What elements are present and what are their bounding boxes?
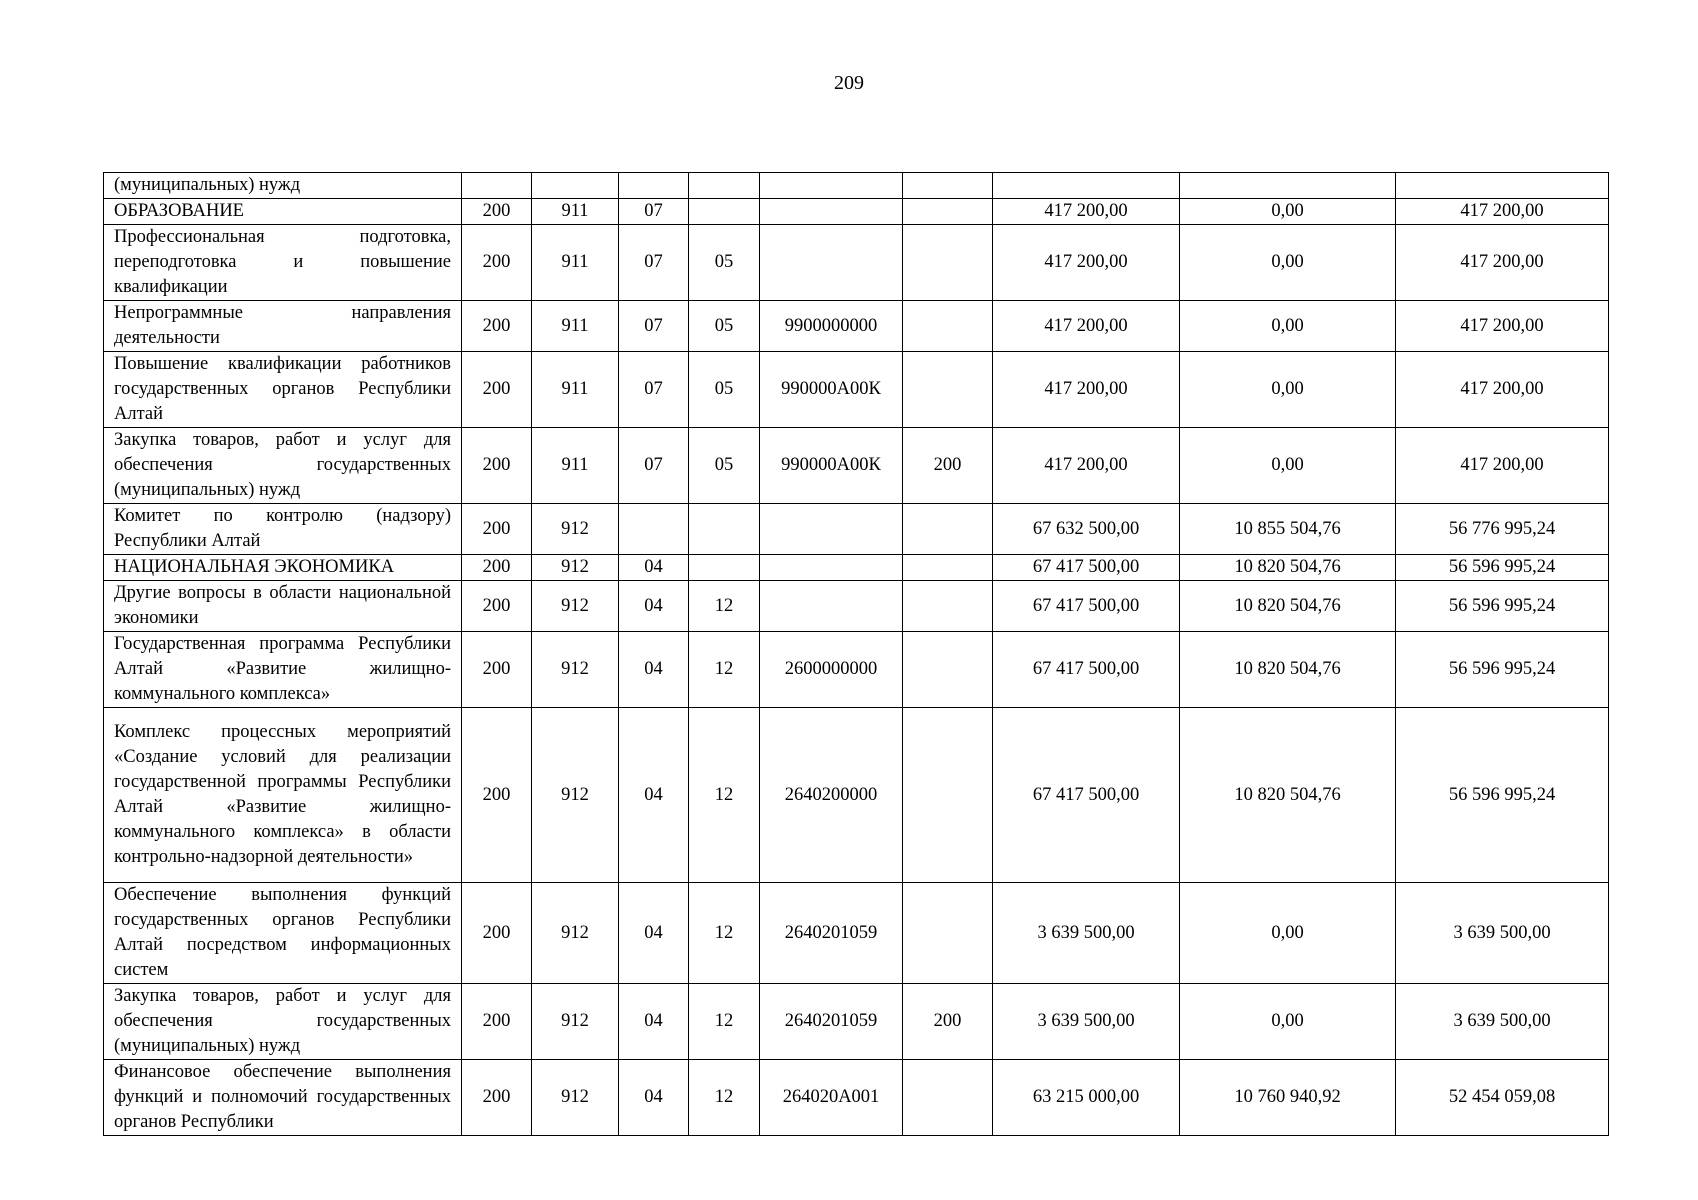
cell-v2: 10 760 940,92 bbox=[1180, 1060, 1396, 1136]
cell-v1: 67 417 500,00 bbox=[993, 555, 1180, 581]
cell-c6 bbox=[903, 555, 993, 581]
cell-c5: 990000А00К bbox=[760, 352, 903, 428]
cell-c4: 12 bbox=[689, 581, 760, 632]
cell-c1: 200 bbox=[462, 352, 532, 428]
cell-c5: 9900000000 bbox=[760, 301, 903, 352]
cell-c3: 07 bbox=[619, 301, 689, 352]
cell-c5: 2640201059 bbox=[760, 883, 903, 984]
table-row bbox=[104, 581, 1609, 632]
cell-c3: 07 bbox=[619, 199, 689, 225]
cell-c4: 12 bbox=[689, 984, 760, 1060]
cell-v1: 67 417 500,00 bbox=[993, 581, 1180, 632]
cell-c3: 04 bbox=[619, 555, 689, 581]
cell-c3 bbox=[619, 173, 689, 199]
table-row bbox=[104, 199, 1609, 225]
cell-v3 bbox=[1396, 173, 1609, 199]
cell-c6 bbox=[903, 708, 993, 883]
cell-v1: 417 200,00 bbox=[993, 225, 1180, 301]
cell-c5 bbox=[760, 555, 903, 581]
cell-c6 bbox=[903, 1060, 993, 1136]
cell-c5 bbox=[760, 225, 903, 301]
cell-c3: 04 bbox=[619, 632, 689, 708]
cell-c6 bbox=[903, 352, 993, 428]
cell-v1: 67 417 500,00 bbox=[993, 708, 1180, 883]
cell-v1: 67 417 500,00 bbox=[993, 632, 1180, 708]
cell-c4: 05 bbox=[689, 225, 760, 301]
cell-c2: 912 bbox=[532, 1060, 619, 1136]
cell-v2: 10 820 504,76 bbox=[1180, 581, 1396, 632]
cell-v2: 0,00 bbox=[1180, 301, 1396, 352]
row-name: Повышение квалификации работников государственных органов Республики Алтай bbox=[104, 352, 462, 428]
row-name: Обеспечение выполнения функций государственных органов Республики Алтай посредством информационных систем bbox=[104, 883, 462, 984]
cell-v2: 0,00 bbox=[1180, 883, 1396, 984]
cell-c1: 200 bbox=[462, 708, 532, 883]
cell-v2: 10 855 504,76 bbox=[1180, 504, 1396, 555]
cell-c5 bbox=[760, 581, 903, 632]
cell-v1: 63 215 000,00 bbox=[993, 1060, 1180, 1136]
cell-c4 bbox=[689, 173, 760, 199]
cell-v3: 417 200,00 bbox=[1396, 352, 1609, 428]
cell-c1 bbox=[462, 173, 532, 199]
cell-c6 bbox=[903, 199, 993, 225]
cell-c3: 04 bbox=[619, 883, 689, 984]
cell-v3: 417 200,00 bbox=[1396, 428, 1609, 504]
cell-c4: 12 bbox=[689, 883, 760, 984]
cell-v3: 56 596 995,24 bbox=[1396, 632, 1609, 708]
row-name: Непрограммные направления деятельности bbox=[104, 301, 462, 352]
cell-c3: 04 bbox=[619, 581, 689, 632]
cell-c5 bbox=[760, 199, 903, 225]
table-row bbox=[104, 225, 1609, 301]
cell-v2: 10 820 504,76 bbox=[1180, 632, 1396, 708]
cell-c5: 2640201059 bbox=[760, 984, 903, 1060]
cell-c6 bbox=[903, 225, 993, 301]
cell-c3: 04 bbox=[619, 984, 689, 1060]
cell-v2: 10 820 504,76 bbox=[1180, 708, 1396, 883]
cell-v2 bbox=[1180, 173, 1396, 199]
cell-c2: 912 bbox=[532, 708, 619, 883]
cell-c1: 200 bbox=[462, 883, 532, 984]
cell-c6 bbox=[903, 632, 993, 708]
cell-c4: 05 bbox=[689, 428, 760, 504]
budget-table bbox=[103, 172, 1609, 1136]
cell-c3: 04 bbox=[619, 1060, 689, 1136]
cell-v2: 0,00 bbox=[1180, 428, 1396, 504]
row-name: Комплекс процессных мероприятий «Создание условий для реализации государственной программы Республики Алтай «Развитие жилищно-коммунального комплекса» в области контрольно-надзорной деятельности» bbox=[104, 708, 462, 883]
table-body bbox=[104, 173, 1609, 1136]
cell-c6 bbox=[903, 301, 993, 352]
cell-c5: 990000А00К bbox=[760, 428, 903, 504]
cell-c2: 912 bbox=[532, 883, 619, 984]
cell-v2: 10 820 504,76 bbox=[1180, 555, 1396, 581]
cell-c1: 200 bbox=[462, 1060, 532, 1136]
cell-c1: 200 bbox=[462, 555, 532, 581]
cell-v3: 417 200,00 bbox=[1396, 199, 1609, 225]
cell-v1: 3 639 500,00 bbox=[993, 883, 1180, 984]
cell-v3: 52 454 059,08 bbox=[1396, 1060, 1609, 1136]
row-name: Закупка товаров, работ и услуг для обеспечения государственных (муниципальных) нужд bbox=[104, 984, 462, 1060]
cell-c2: 911 bbox=[532, 301, 619, 352]
cell-c2: 912 bbox=[532, 581, 619, 632]
cell-c2: 912 bbox=[532, 555, 619, 581]
cell-c2: 911 bbox=[532, 428, 619, 504]
cell-c3: 07 bbox=[619, 428, 689, 504]
cell-c4: 05 bbox=[689, 301, 760, 352]
cell-v2: 0,00 bbox=[1180, 199, 1396, 225]
cell-v1: 417 200,00 bbox=[993, 199, 1180, 225]
cell-c2: 912 bbox=[532, 632, 619, 708]
cell-c2: 911 bbox=[532, 225, 619, 301]
cell-c5: 2640200000 bbox=[760, 708, 903, 883]
cell-c6: 200 bbox=[903, 984, 993, 1060]
cell-c4 bbox=[689, 199, 760, 225]
cell-c1: 200 bbox=[462, 225, 532, 301]
cell-c2: 912 bbox=[532, 984, 619, 1060]
cell-c4: 05 bbox=[689, 352, 760, 428]
row-name: (муниципальных) нужд bbox=[104, 173, 462, 199]
cell-v3: 56 596 995,24 bbox=[1396, 581, 1609, 632]
cell-c6 bbox=[903, 173, 993, 199]
table-row bbox=[104, 428, 1609, 504]
table-row bbox=[104, 555, 1609, 581]
cell-c5 bbox=[760, 504, 903, 555]
cell-c2: 911 bbox=[532, 199, 619, 225]
cell-c5: 264020А001 bbox=[760, 1060, 903, 1136]
cell-c4 bbox=[689, 504, 760, 555]
cell-v1: 67 632 500,00 bbox=[993, 504, 1180, 555]
cell-v3: 417 200,00 bbox=[1396, 225, 1609, 301]
cell-c6 bbox=[903, 504, 993, 555]
row-name: Финансовое обеспечение выполнения функций и полномочий государственных органов Республики bbox=[104, 1060, 462, 1136]
cell-v3: 56 596 995,24 bbox=[1396, 555, 1609, 581]
cell-c1: 200 bbox=[462, 199, 532, 225]
cell-v1 bbox=[993, 173, 1180, 199]
cell-c6: 200 bbox=[903, 428, 993, 504]
cell-c4: 12 bbox=[689, 708, 760, 883]
cell-c2: 911 bbox=[532, 352, 619, 428]
cell-c1: 200 bbox=[462, 984, 532, 1060]
table-row bbox=[104, 1060, 1609, 1136]
cell-c5 bbox=[760, 173, 903, 199]
cell-c6 bbox=[903, 581, 993, 632]
cell-c2: 912 bbox=[532, 504, 619, 555]
cell-c1: 200 bbox=[462, 504, 532, 555]
row-name: Комитет по контролю (надзору) Республики Алтай bbox=[104, 504, 462, 555]
row-name: ОБРАЗОВАНИЕ bbox=[104, 199, 462, 225]
table-row bbox=[104, 632, 1609, 708]
cell-c4: 12 bbox=[689, 632, 760, 708]
cell-c1: 200 bbox=[462, 301, 532, 352]
cell-v2: 0,00 bbox=[1180, 225, 1396, 301]
cell-v1: 3 639 500,00 bbox=[993, 984, 1180, 1060]
cell-c6 bbox=[903, 883, 993, 984]
cell-v1: 417 200,00 bbox=[993, 352, 1180, 428]
cell-c1: 200 bbox=[462, 581, 532, 632]
cell-v3: 3 639 500,00 bbox=[1396, 984, 1609, 1060]
table-row bbox=[104, 984, 1609, 1060]
table-row bbox=[104, 708, 1609, 883]
cell-v1: 417 200,00 bbox=[993, 301, 1180, 352]
row-name: Профессиональная подготовка, переподготовка и повышение квалификации bbox=[104, 225, 462, 301]
cell-v1: 417 200,00 bbox=[993, 428, 1180, 504]
page-number: 209 bbox=[834, 72, 864, 94]
cell-v2: 0,00 bbox=[1180, 984, 1396, 1060]
cell-c3 bbox=[619, 504, 689, 555]
row-name: НАЦИОНАЛЬНАЯ ЭКОНОМИКА bbox=[104, 555, 462, 581]
table-row bbox=[104, 883, 1609, 984]
table-row bbox=[104, 301, 1609, 352]
row-name: Закупка товаров, работ и услуг для обеспечения государственных (муниципальных) нужд bbox=[104, 428, 462, 504]
cell-c5: 2600000000 bbox=[760, 632, 903, 708]
cell-c3: 07 bbox=[619, 352, 689, 428]
cell-v2: 0,00 bbox=[1180, 352, 1396, 428]
cell-v3: 56 596 995,24 bbox=[1396, 708, 1609, 883]
cell-c3: 07 bbox=[619, 225, 689, 301]
table-row bbox=[104, 504, 1609, 555]
cell-c1: 200 bbox=[462, 632, 532, 708]
table-row bbox=[104, 352, 1609, 428]
table-row bbox=[104, 173, 1609, 199]
cell-v3: 56 776 995,24 bbox=[1396, 504, 1609, 555]
cell-v3: 3 639 500,00 bbox=[1396, 883, 1609, 984]
row-name: Государственная программа Республики Алтай «Развитие жилищно-коммунального комплекса» bbox=[104, 632, 462, 708]
cell-c1: 200 bbox=[462, 428, 532, 504]
cell-c3: 04 bbox=[619, 708, 689, 883]
row-name: Другие вопросы в области национальной экономики bbox=[104, 581, 462, 632]
cell-v3: 417 200,00 bbox=[1396, 301, 1609, 352]
cell-c4 bbox=[689, 555, 760, 581]
cell-c4: 12 bbox=[689, 1060, 760, 1136]
cell-c2 bbox=[532, 173, 619, 199]
